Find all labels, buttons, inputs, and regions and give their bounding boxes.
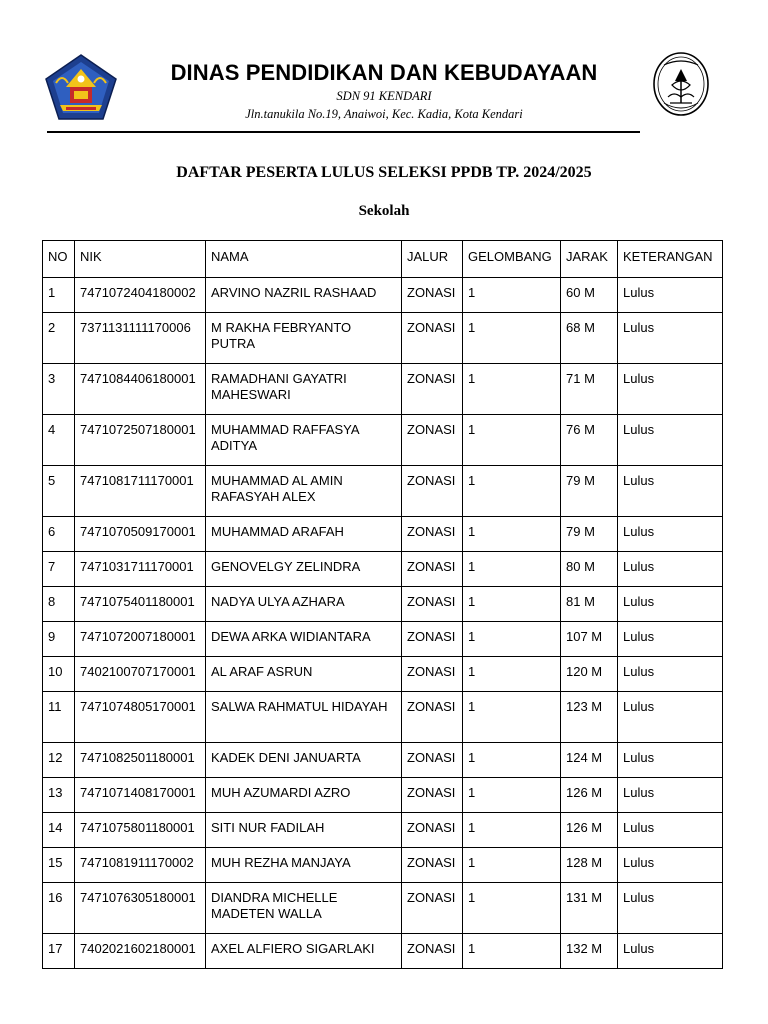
table-row (43, 934, 723, 969)
cell-keterangan: Lulus (618, 934, 723, 969)
header-divider (47, 131, 640, 133)
cell-gelombang: 1 (463, 622, 561, 657)
cell-jalur: ZONASI (402, 657, 463, 692)
cell-jalur: ZONASI (402, 848, 463, 883)
cell-jalur: ZONASI (402, 587, 463, 622)
cell-jalur: ZONASI (402, 692, 463, 743)
document-title: DAFTAR PESERTA LULUS SELEKSI PPDB TP. 2024/2025 (176, 164, 592, 181)
cell-nama: MUHAMMAD AL AMIN RAFASYAH ALEX (206, 466, 402, 517)
cell-gelombang: 1 (463, 466, 561, 517)
cell-keterangan: Lulus (618, 517, 723, 552)
cell-jarak: 126 M (561, 813, 618, 848)
cell-keterangan: Lulus (618, 364, 723, 415)
cell-nik: 7471075401180001 (75, 587, 206, 622)
agency-name: DINAS PENDIDIKAN DAN KEBUDAYAAN (170, 60, 598, 85)
cell-nik: 7471075801180001 (75, 813, 206, 848)
cell-no: 2 (43, 313, 75, 364)
cell-jarak: 68 M (561, 313, 618, 364)
cell-gelombang: 1 (463, 883, 561, 934)
cell-jalur: ZONASI (402, 466, 463, 517)
cell-keterangan: Lulus (618, 587, 723, 622)
table-row (43, 848, 723, 883)
cell-nama: DEWA ARKA WIDIANTARA (206, 622, 402, 657)
cell-nama: MUH REZHA MANJAYA (206, 848, 402, 883)
cell-nik: 7471031711170001 (75, 552, 206, 587)
cell-jarak: 60 M (561, 278, 618, 313)
school-address: Jln.tanukila No.19, Anaiwoi, Kec. Kadia, Kota Kendari (245, 107, 523, 121)
cell-nama: AL ARAF ASRUN (206, 657, 402, 692)
cell-no: 15 (43, 848, 75, 883)
cell-nama: DIANDRA MICHELLE MADETEN WALLA (206, 883, 402, 934)
cell-jarak: 124 M (561, 743, 618, 778)
cell-jarak: 126 M (561, 778, 618, 813)
cell-jarak: 76 M (561, 415, 618, 466)
cell-keterangan: Lulus (618, 657, 723, 692)
cell-jalur: ZONASI (402, 883, 463, 934)
cell-no: 1 (43, 278, 75, 313)
cell-nama: MUHAMMAD RAFFASYA ADITYA (206, 415, 402, 466)
cell-nik: 7471070509170001 (75, 517, 206, 552)
table-row (43, 778, 723, 813)
table-row (43, 813, 723, 848)
cell-nama: MUH AZUMARDI AZRO (206, 778, 402, 813)
cell-no: 11 (43, 692, 75, 743)
cell-nama: ARVINO NAZRIL RASHAAD (206, 278, 402, 313)
cell-nik: 7371131111170006 (75, 313, 206, 364)
cell-nik: 7471072507180001 (75, 415, 206, 466)
cell-nik: 7471072404180002 (75, 278, 206, 313)
table-row (43, 313, 723, 364)
header-nama: NAMA (206, 241, 402, 278)
cell-gelombang: 1 (463, 848, 561, 883)
cell-keterangan: Lulus (618, 278, 723, 313)
cell-keterangan: Lulus (618, 778, 723, 813)
document-subtitle: Sekolah (358, 203, 410, 219)
cell-nik: 7471084406180001 (75, 364, 206, 415)
table-row (43, 743, 723, 778)
table-row (43, 278, 723, 313)
cell-nik: 7402100707170001 (75, 657, 206, 692)
header-gelombang: GELOMBANG (463, 241, 561, 278)
cell-jalur: ZONASI (402, 778, 463, 813)
cell-keterangan: Lulus (618, 415, 723, 466)
cell-nik: 7471082501180001 (75, 743, 206, 778)
table-row (43, 692, 723, 743)
table-row (43, 466, 723, 517)
cell-gelombang: 1 (463, 778, 561, 813)
cell-nama: M RAKHA FEBRYANTO PUTRA (206, 313, 402, 364)
table-header-row (43, 241, 723, 278)
cell-jarak: 128 M (561, 848, 618, 883)
cell-jarak: 132 M (561, 934, 618, 969)
cell-gelombang: 1 (463, 934, 561, 969)
cell-jalur: ZONASI (402, 622, 463, 657)
cell-gelombang: 1 (463, 692, 561, 743)
cell-gelombang: 1 (463, 657, 561, 692)
cell-no: 6 (43, 517, 75, 552)
graduates-table (42, 240, 723, 969)
cell-jarak: 79 M (561, 466, 618, 517)
cell-no: 9 (43, 622, 75, 657)
cell-jarak: 80 M (561, 552, 618, 587)
cell-jalur: ZONASI (402, 415, 463, 466)
table-row (43, 587, 723, 622)
table-row (43, 622, 723, 657)
cell-jalur: ZONASI (402, 934, 463, 969)
cell-keterangan: Lulus (618, 813, 723, 848)
cell-nik: 7471076305180001 (75, 883, 206, 934)
cell-nik: 7402021602180001 (75, 934, 206, 969)
cell-nama: KADEK DENI JANUARTA (206, 743, 402, 778)
cell-jalur: ZONASI (402, 313, 463, 364)
cell-gelombang: 1 (463, 813, 561, 848)
table-row (43, 517, 723, 552)
cell-no: 7 (43, 552, 75, 587)
cell-gelombang: 1 (463, 415, 561, 466)
cell-nik: 7471071408170001 (75, 778, 206, 813)
cell-jalur: ZONASI (402, 813, 463, 848)
cell-nama: AXEL ALFIERO SIGARLAKI (206, 934, 402, 969)
header-nik: NIK (75, 241, 206, 278)
table-row (43, 415, 723, 466)
cell-jalur: ZONASI (402, 743, 463, 778)
cell-keterangan: Lulus (618, 552, 723, 587)
header-jarak: JARAK (561, 241, 618, 278)
cell-nama: SITI NUR FADILAH (206, 813, 402, 848)
cell-no: 8 (43, 587, 75, 622)
cell-jalur: ZONASI (402, 364, 463, 415)
cell-keterangan: Lulus (618, 743, 723, 778)
cell-nik: 7471074805170001 (75, 692, 206, 743)
cell-no: 12 (43, 743, 75, 778)
school-name: SDN 91 KENDARI (336, 89, 432, 103)
cell-jarak: 71 M (561, 364, 618, 415)
header-jalur: JALUR (402, 241, 463, 278)
cell-jalur: ZONASI (402, 517, 463, 552)
table-row (43, 657, 723, 692)
cell-no: 5 (43, 466, 75, 517)
cell-no: 13 (43, 778, 75, 813)
cell-nama: MUHAMMAD ARAFAH (206, 517, 402, 552)
cell-nik: 7471072007180001 (75, 622, 206, 657)
cell-jarak: 81 M (561, 587, 618, 622)
header-no: NO (43, 241, 75, 278)
cell-gelombang: 1 (463, 552, 561, 587)
cell-jalur: ZONASI (402, 552, 463, 587)
table-row (43, 883, 723, 934)
table-row (43, 364, 723, 415)
cell-nik: 7471081911170002 (75, 848, 206, 883)
cell-jarak: 123 M (561, 692, 618, 743)
cell-no: 16 (43, 883, 75, 934)
cell-gelombang: 1 (463, 313, 561, 364)
cell-keterangan: Lulus (618, 883, 723, 934)
cell-nama: RAMADHANI GAYATRI MAHESWARI (206, 364, 402, 415)
cell-keterangan: Lulus (618, 622, 723, 657)
table-row (43, 552, 723, 587)
cell-gelombang: 1 (463, 743, 561, 778)
cell-keterangan: Lulus (618, 692, 723, 743)
cell-jarak: 120 M (561, 657, 618, 692)
cell-nik: 7471081711170001 (75, 466, 206, 517)
cell-gelombang: 1 (463, 587, 561, 622)
cell-jarak: 107 M (561, 622, 618, 657)
cell-keterangan: Lulus (618, 466, 723, 517)
cell-nama: GENOVELGY ZELINDRA (206, 552, 402, 587)
cell-gelombang: 1 (463, 364, 561, 415)
header-keterangan: KETERANGAN (618, 241, 723, 278)
cell-no: 4 (43, 415, 75, 466)
cell-no: 17 (43, 934, 75, 969)
cell-jarak: 79 M (561, 517, 618, 552)
cell-no: 14 (43, 813, 75, 848)
cell-jarak: 131 M (561, 883, 618, 934)
cell-keterangan: Lulus (618, 848, 723, 883)
cell-gelombang: 1 (463, 517, 561, 552)
cell-jalur: ZONASI (402, 278, 463, 313)
cell-keterangan: Lulus (618, 313, 723, 364)
cell-no: 10 (43, 657, 75, 692)
cell-no: 3 (43, 364, 75, 415)
cell-nama: SALWA RAHMATUL HIDAYAH (206, 692, 402, 743)
cell-nama: NADYA ULYA AZHARA (206, 587, 402, 622)
cell-gelombang: 1 (463, 278, 561, 313)
